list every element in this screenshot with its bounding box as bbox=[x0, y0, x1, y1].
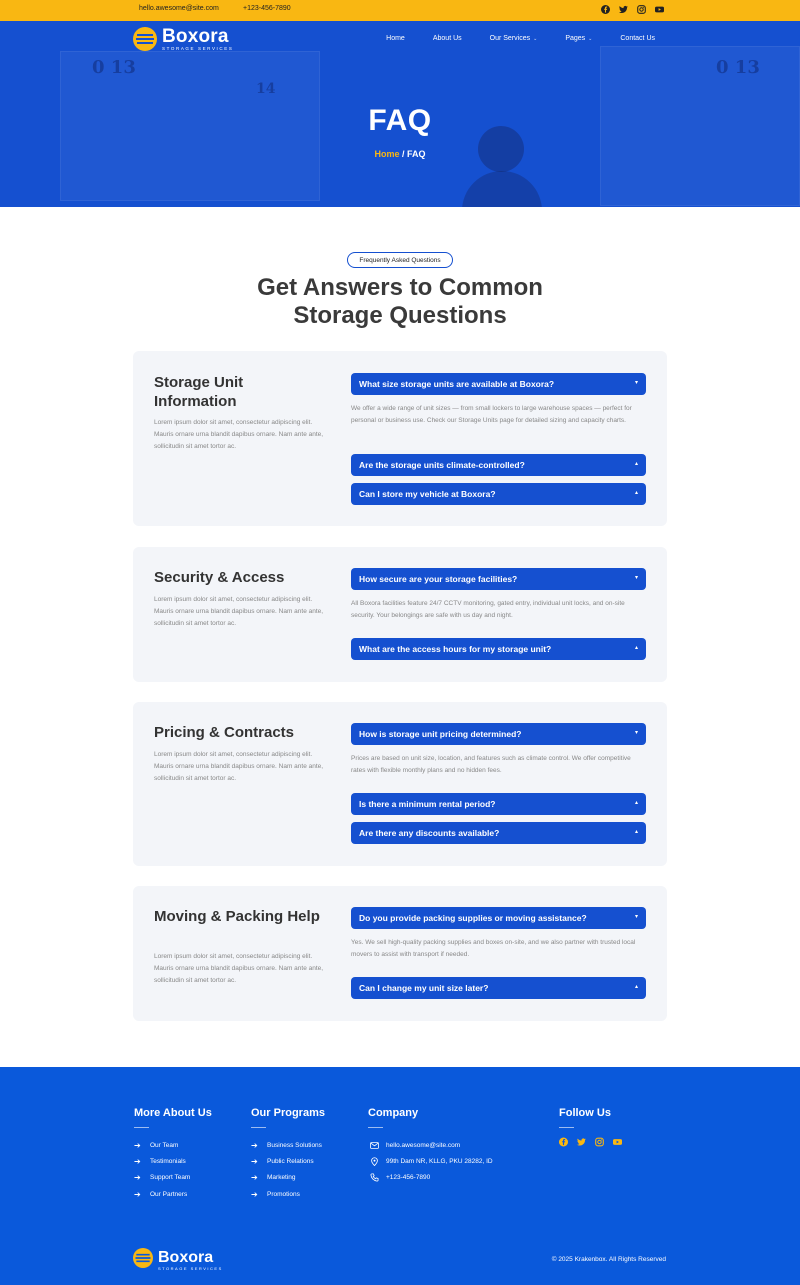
instagram-icon[interactable] bbox=[637, 5, 646, 14]
faq-answer: We offer a wide range of unit sizes — from small lockers to large warehouse spaces — perfect for personal or business use. Check our Storage Units page for detailed sizing and capacity charts. bbox=[351, 405, 632, 424]
faq-category-title: Moving & Packing Help bbox=[154, 908, 320, 925]
arrow-right-icon: ➔ bbox=[251, 1173, 258, 1183]
footer-col-company bbox=[368, 1107, 493, 1186]
faq-question-open[interactable] bbox=[351, 373, 646, 395]
footer-link[interactable] bbox=[134, 1153, 212, 1169]
faq-card-storage-unit bbox=[133, 351, 667, 526]
footer-link[interactable] bbox=[134, 1137, 212, 1153]
chevron-down-icon: ⌄ bbox=[533, 35, 538, 42]
hero-unit-tag: 0 13 bbox=[92, 57, 136, 78]
nav-label: Pages bbox=[565, 35, 586, 42]
footer-contact-text: 99th Dam NR, KLLG, PKU 28282, ID bbox=[386, 1157, 493, 1165]
hero-unit-tag: 14 bbox=[256, 81, 276, 97]
footer-divider bbox=[134, 1127, 149, 1128]
faq-question-text: Can I store my vehicle at Boxora? bbox=[359, 489, 496, 499]
chevron-up-icon: ▴ bbox=[634, 829, 638, 835]
faq-category-desc: Lorem ipsum dolor sit amet, consectetur adipiscing elit. Mauris ornare urna blandit dapibus ornare. Nam ante ante, sollicitudin sit amet tortor ac. bbox=[154, 751, 324, 782]
footer-col-about bbox=[134, 1107, 212, 1202]
nav-label: Contact Us bbox=[620, 35, 655, 42]
footer-divider bbox=[251, 1127, 266, 1128]
footer bbox=[0, 1067, 800, 1285]
arrow-right-icon: ➔ bbox=[134, 1173, 141, 1183]
brand-tagline: STORAGE SERVICES bbox=[162, 45, 234, 51]
faq-category-desc: Lorem ipsum dolor sit amet, consectetur adipiscing elit. Mauris ornare urna blandit dapibus ornare. Nam ante ante, sollicitudin sit amet tortor ac. bbox=[154, 419, 324, 450]
mail-icon bbox=[368, 1141, 380, 1150]
nav-about-us[interactable] bbox=[433, 35, 462, 42]
page-title: FAQ bbox=[368, 104, 432, 137]
nav-label: Home bbox=[386, 35, 405, 42]
twitter-icon[interactable] bbox=[619, 5, 628, 14]
breadcrumb-home[interactable]: Home bbox=[374, 149, 400, 159]
facebook-icon[interactable] bbox=[601, 5, 610, 14]
footer-link[interactable] bbox=[134, 1170, 212, 1186]
topbar-socials bbox=[601, 5, 664, 14]
faq-question-open[interactable] bbox=[351, 907, 646, 929]
top-bar bbox=[0, 0, 800, 21]
copyright: © 2025 Krakenbox. All Rights Reserved bbox=[551, 1256, 666, 1263]
faq-question-text: Are the storage units climate-controlled? bbox=[359, 460, 525, 470]
faq-category-title: Storage Unit Information bbox=[154, 374, 244, 410]
footer-contact-address bbox=[368, 1153, 493, 1169]
faq-question[interactable] bbox=[351, 977, 646, 999]
faq-question-open[interactable] bbox=[351, 723, 646, 745]
nav-pages[interactable] bbox=[565, 35, 592, 42]
faq-question[interactable] bbox=[351, 638, 646, 660]
faq-card-pricing bbox=[133, 702, 667, 866]
faq-card-security bbox=[133, 547, 667, 682]
faq-question-text: Do you provide packing supplies or moving assistance? bbox=[359, 913, 587, 923]
nav-contact-us[interactable] bbox=[620, 35, 655, 42]
faq-question-text: Is there a minimum rental period? bbox=[359, 799, 496, 809]
faq-question[interactable] bbox=[351, 483, 646, 505]
nav-label: Our Services bbox=[489, 35, 531, 42]
chevron-up-icon: ▴ bbox=[634, 645, 638, 651]
chevron-up-icon: ▴ bbox=[634, 490, 638, 496]
facebook-icon[interactable] bbox=[559, 1137, 568, 1146]
footer-col-follow bbox=[559, 1107, 622, 1146]
footer-col-title: More About Us bbox=[134, 1107, 212, 1119]
boxora-logo-icon bbox=[133, 1248, 153, 1273]
footer-link[interactable] bbox=[251, 1186, 325, 1202]
faq-question-text: What size storage units are available at Boxora? bbox=[359, 379, 555, 389]
footer-link-label: Testimonials bbox=[150, 1157, 186, 1165]
section-pill: Frequently Asked Questions bbox=[347, 252, 453, 268]
footer-contact-text: +123-456-7890 bbox=[386, 1174, 431, 1182]
chevron-down-icon: ▾ bbox=[634, 380, 638, 386]
chevron-down-icon: ▾ bbox=[634, 914, 638, 920]
brand-name: Boxora bbox=[162, 25, 229, 47]
youtube-icon[interactable] bbox=[655, 5, 664, 14]
instagram-icon[interactable] bbox=[595, 1137, 604, 1146]
section-title-line: Storage Questions bbox=[293, 302, 507, 329]
nav-our-services[interactable] bbox=[490, 35, 538, 42]
youtube-icon[interactable] bbox=[613, 1137, 622, 1146]
footer-contact-email[interactable] bbox=[368, 1137, 493, 1153]
breadcrumb-separator: / bbox=[399, 149, 407, 159]
section-title-line: Get Answers to Common bbox=[257, 274, 543, 301]
footer-logo[interactable] bbox=[133, 1248, 223, 1273]
arrow-right-icon: ➔ bbox=[251, 1156, 258, 1166]
footer-divider bbox=[559, 1127, 574, 1128]
faq-question[interactable] bbox=[351, 822, 646, 844]
breadcrumb bbox=[0, 149, 800, 159]
chevron-up-icon: ▴ bbox=[634, 461, 638, 467]
footer-socials bbox=[559, 1137, 622, 1146]
arrow-right-icon: ➔ bbox=[134, 1140, 141, 1150]
faq-question-text: What are the access hours for my storage unit? bbox=[359, 644, 552, 654]
faq-answer: All Boxora facilities feature 24/7 CCTV monitoring, gated entry, individual unit locks, and on-site security. Your belongings are safe with us day and night. bbox=[351, 600, 625, 619]
faq-category-desc: Lorem ipsum dolor sit amet, consectetur adipiscing elit. Mauris ornare urna blandit dapibus ornare. Nam ante ante, sollicitudin sit amet tortor ac. bbox=[154, 596, 324, 627]
footer-contact-text: hello.awesome@site.com bbox=[386, 1141, 461, 1149]
footer-link-label: Promotions bbox=[267, 1190, 300, 1198]
faq-card-moving bbox=[133, 886, 667, 1021]
footer-link-label: Support Team bbox=[150, 1174, 191, 1182]
faq-question-text: Can I change my unit size later? bbox=[359, 983, 489, 993]
faq-answer: Prices are based on unit size, location, and features such as climate control. We offer competitive rates with flexible monthly plans and no hidden fees. bbox=[351, 755, 631, 774]
arrow-right-icon: ➔ bbox=[134, 1189, 141, 1199]
faq-question-text: How is storage unit pricing determined? bbox=[359, 729, 522, 739]
arrow-right-icon: ➔ bbox=[251, 1140, 258, 1150]
footer-link[interactable] bbox=[251, 1153, 325, 1169]
faq-category-title: Security & Access bbox=[154, 569, 285, 586]
brand-tagline: STORAGE SERVICES bbox=[158, 1266, 223, 1271]
nav-home[interactable] bbox=[386, 35, 405, 42]
boxora-logo-icon bbox=[133, 27, 157, 51]
phone-icon bbox=[368, 1173, 380, 1182]
chevron-down-icon: ⌄ bbox=[588, 35, 593, 42]
footer-link[interactable] bbox=[134, 1186, 212, 1202]
chevron-up-icon: ▴ bbox=[634, 800, 638, 806]
hero-unit-tag: 0 13 bbox=[716, 57, 760, 78]
footer-link-label: Our Partners bbox=[150, 1190, 188, 1198]
chevron-down-icon: ▾ bbox=[634, 730, 638, 736]
footer-link-label: Business Solutions bbox=[267, 1141, 322, 1149]
footer-col-title: Our Programs bbox=[251, 1107, 325, 1119]
main-nav bbox=[358, 35, 655, 42]
footer-contact-phone[interactable] bbox=[368, 1170, 493, 1186]
topbar-phone[interactable]: +123-456-7890 bbox=[243, 5, 291, 12]
twitter-icon[interactable] bbox=[577, 1137, 586, 1146]
faq-question[interactable] bbox=[351, 454, 646, 476]
faq-answer: Yes. We sell high-quality packing supplies and boxes on-site, and we also partner with trusted local movers to assist with transport if needed. bbox=[351, 939, 636, 958]
location-icon bbox=[368, 1157, 380, 1166]
footer-divider bbox=[368, 1127, 383, 1128]
arrow-right-icon: ➔ bbox=[251, 1189, 258, 1199]
faq-question[interactable] bbox=[351, 793, 646, 815]
breadcrumb-current: FAQ bbox=[407, 149, 426, 159]
footer-col-title: Company bbox=[368, 1107, 419, 1119]
header-logo[interactable] bbox=[133, 27, 233, 51]
section-title bbox=[0, 274, 800, 330]
footer-col-title: Follow Us bbox=[559, 1107, 611, 1119]
faq-category-desc: Lorem ipsum dolor sit amet, consectetur adipiscing elit. Mauris ornare urna blandit dapibus ornare. Nam ante ante, sollicitudin sit amet tortor ac. bbox=[154, 953, 324, 984]
footer-link[interactable] bbox=[251, 1170, 325, 1186]
footer-link-label: Our Team bbox=[150, 1141, 179, 1149]
footer-col-programs bbox=[251, 1107, 325, 1202]
faq-question-text: How secure are your storage facilities? bbox=[359, 574, 518, 584]
faq-category-title: Pricing & Contracts bbox=[154, 724, 295, 741]
faq-question-text: Are there any discounts available? bbox=[359, 828, 500, 838]
chevron-down-icon: ▾ bbox=[634, 575, 638, 581]
faq-question-open[interactable] bbox=[351, 568, 646, 590]
footer-link[interactable] bbox=[251, 1137, 325, 1153]
arrow-right-icon: ➔ bbox=[134, 1156, 141, 1166]
nav-label: About Us bbox=[432, 35, 462, 42]
chevron-up-icon: ▴ bbox=[634, 984, 638, 990]
brand-name: Boxora bbox=[158, 1249, 214, 1266]
topbar-email[interactable]: hello.awesome@site.com bbox=[139, 5, 219, 12]
footer-link-label: Public Relations bbox=[267, 1157, 314, 1165]
footer-link-label: Marketing bbox=[267, 1174, 296, 1182]
hero-person-body bbox=[462, 171, 542, 207]
